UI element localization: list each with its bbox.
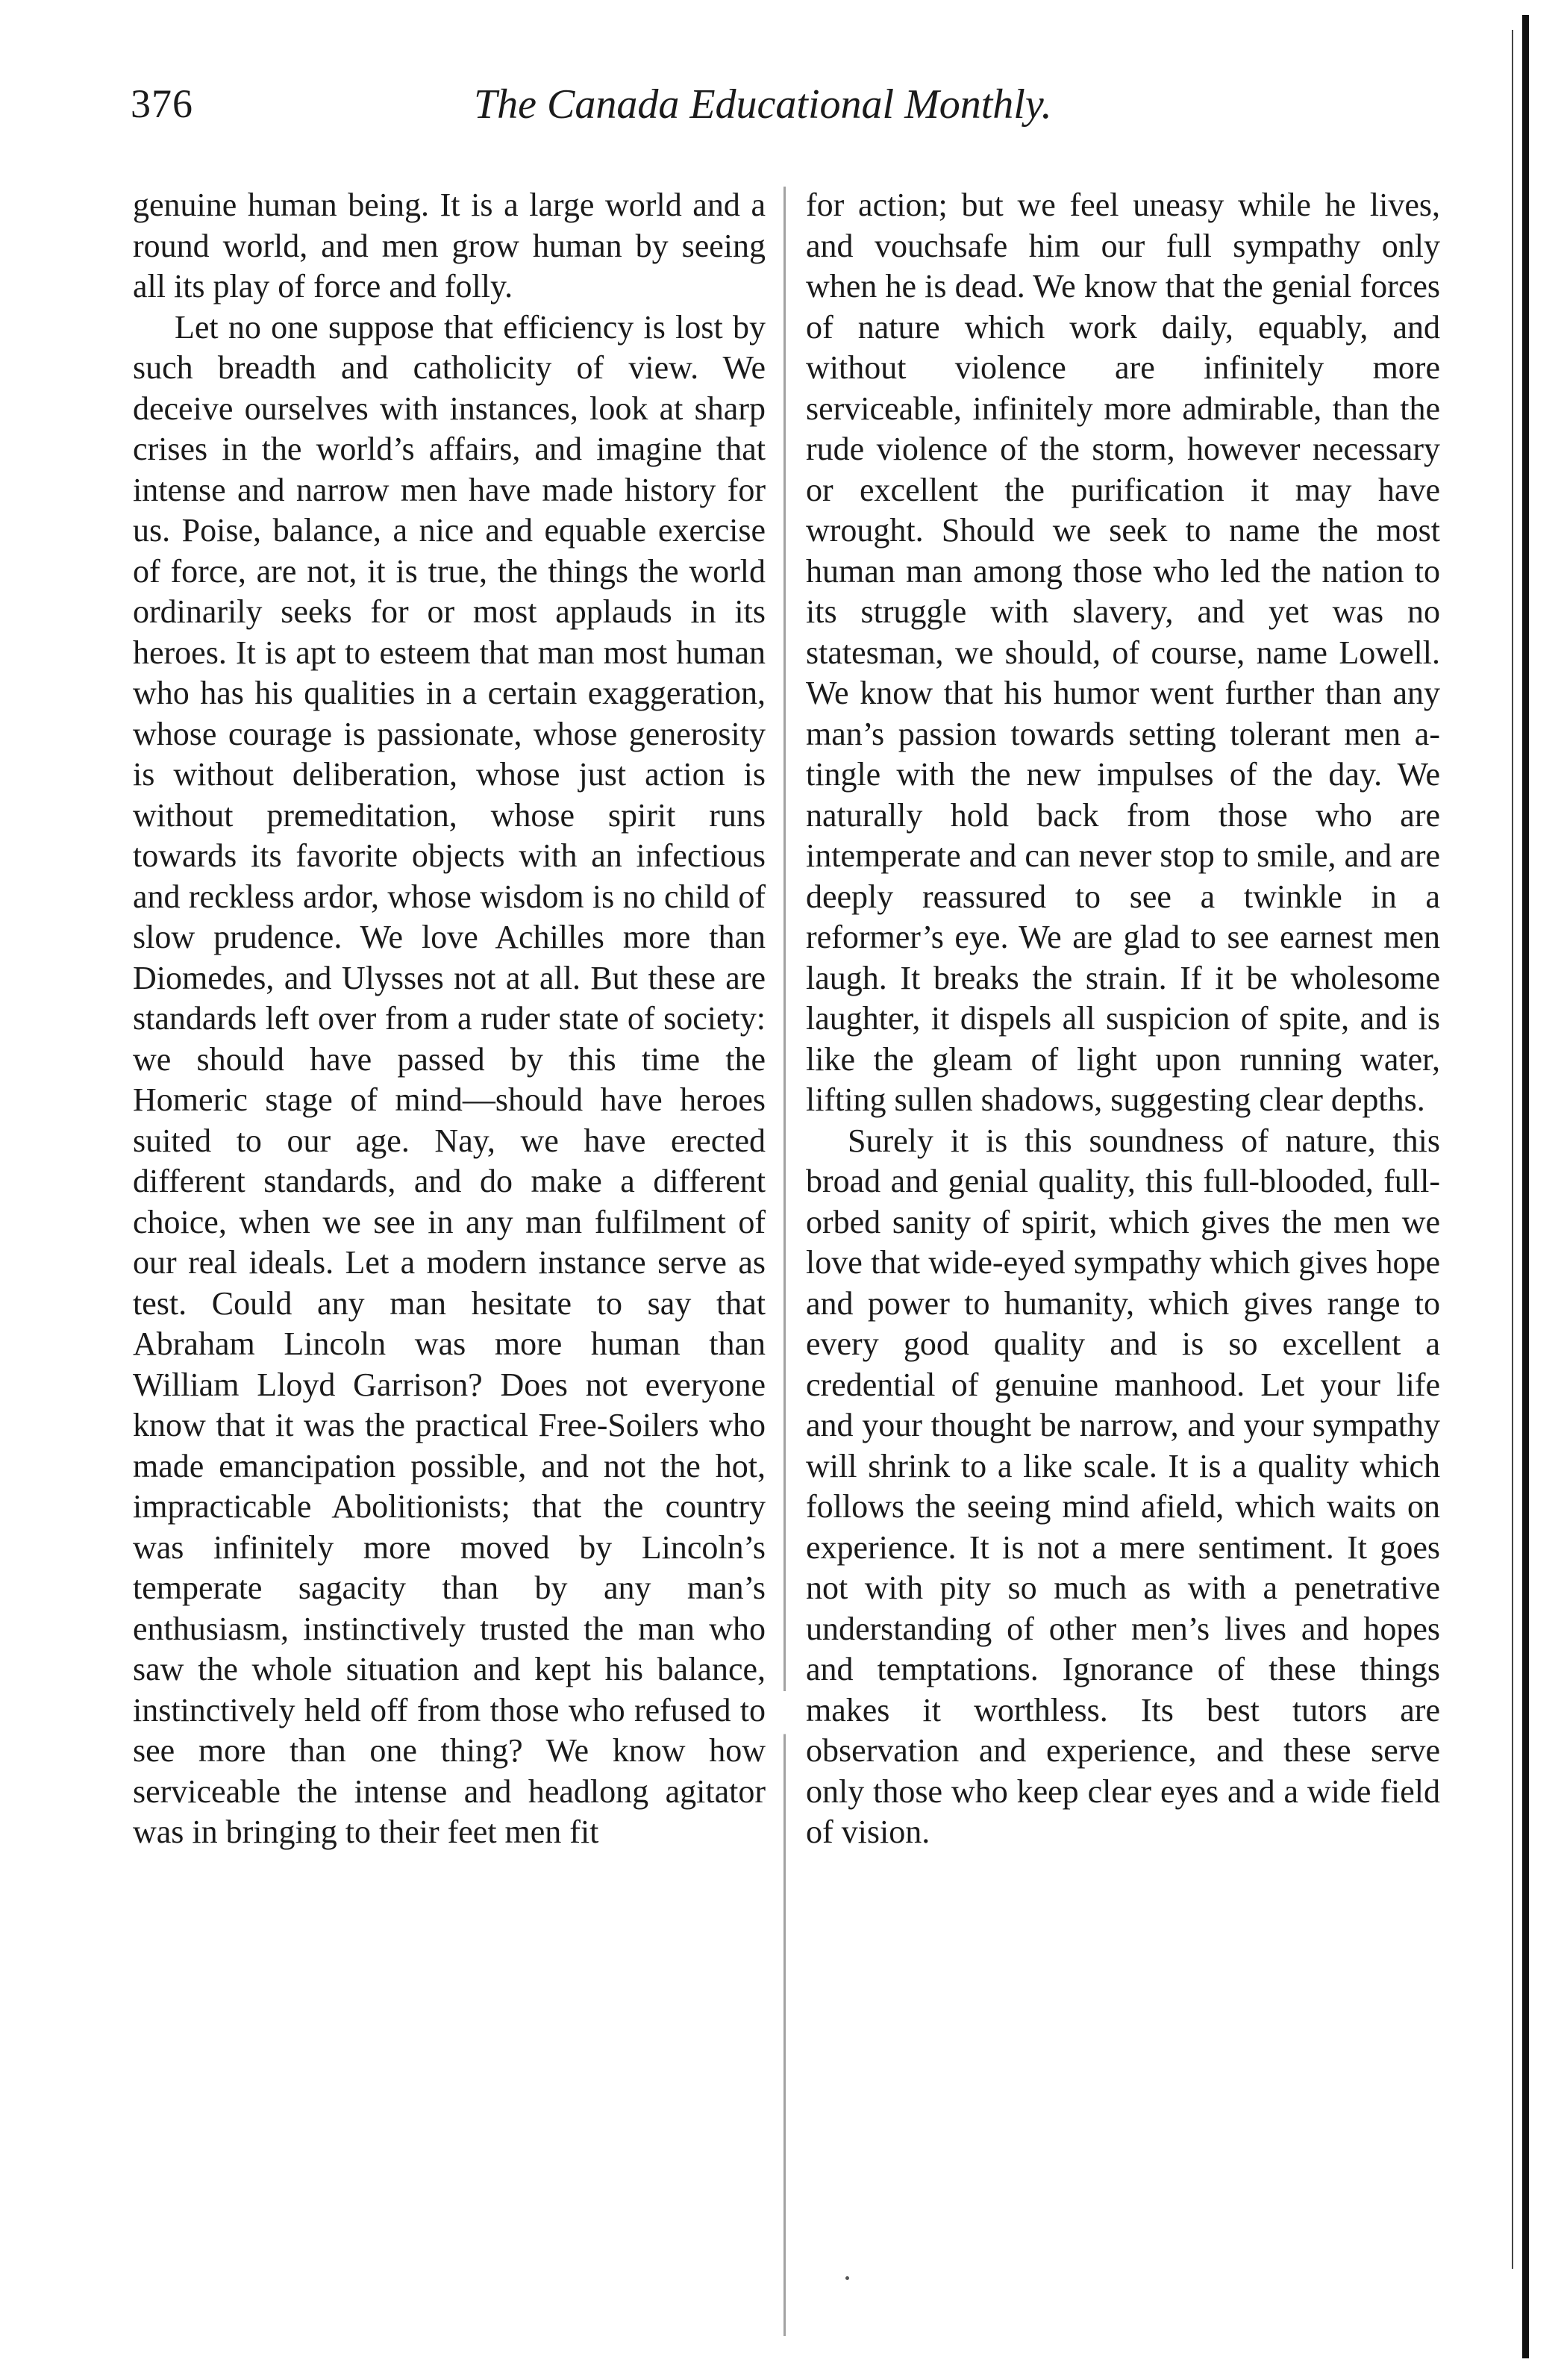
running-header [131, 81, 1175, 140]
ink-speck [845, 2276, 849, 2280]
running-title: The Canada Educational Monthly. [474, 81, 1052, 128]
right-column [806, 185, 1440, 1853]
paragraph: genuine human being. It is a large world and a round world, and men grow human by seeing all its play of force and folly. [133, 187, 766, 304]
paragraph: Let no one suppose that efficiency is lost by such breadth and catholicity of view. We deceive ourselves with instances, look at sharp crises in the world’s affairs, and imagine that intense and narrow men have made history for us. Poise, balance, a nice and equable exercise of force, are not, it is true, the things the world ordinarily seeks for or most applauds in its heroes. It is apt to esteem that man most human who has his qualities in a certain exaggeration, whose courage is passionate, whose generosity is without deliberation, whose just action is without premeditation, whose spirit runs towards its favorite objects with an infectious and reckless ardor, whose wisdom is no child of slow prudence. We love Achilles more than Diomedes, and Ulysses not at all. But these are standards left over from a ruder state of society: we should have passed by this time the Homeric stage of mind—should have heroes suited to our age. Nay, we have erected different standards, and do make a different choice, when we see in any man fulfilment of our real ideals. Let a modern instance serve as test. Could any man hesitate to say that Abraham Lincoln was more human than William Lloyd Garrison? Does not everyone know that it was the practical Free-Soilers who made emancipation possible, and not the hot, impracticable Abolitionists; that the country was infinitely more moved by Lincoln’s temperate sagacity than by any man’s enthusiasm, instinctively trusted the man who saw the whole situation and kept his balance, instinctively held off from those who refused to see more than one thing? We know how serviceable the intense and headlong agitator was in bringing to their feet men fit [133, 308, 766, 1850]
page-edge-line [1512, 30, 1513, 2269]
left-column [133, 185, 766, 1853]
page-edge-shadow [1522, 15, 1529, 2358]
paragraph: Surely it is this soundness of nature, this broad and genial quality, this full-blooded, full-orbed sanity of spirit, which gives the men we love that wide-eyed sympathy which gives hope and power to humanity, which gives range to every good quality and is so excellent a credential of genuine manhood. Let your life and your thought be narrow, and your sympathy will shrink to a like scale. It is a quality which follows the seeing mind afield, which waits on experience. It is not a mere sentiment. It goes not with pity so much as with a penetrative understanding of other men’s lives and hopes and temptations. Ignorance of these things makes it worthless. Its best tutors are observation and experience, and these serve only those who keep clear eyes and a wide field of vision. [806, 1122, 1440, 1850]
page-number: 376 [131, 81, 193, 126]
column-divider [783, 187, 786, 2336]
paragraph: for action; but we feel uneasy while he lives, and vouchsafe him our full sympathy only when he is dead. We know that the genial forces of nature which work daily, equably, and without violence are infinitely more serviceable, infinitely more admirable, than the rude violence of the storm, however necessary or excellent the purification it may have wrought. Should we seek to name the most human man among those who led the nation to its struggle with slavery, and yet was no statesman, we should, of course, name Lowell. We know that his humor went further than any man’s passion towards setting tolerant men a-tingle with the new impulses of the day. We naturally hold back from those who are intemperate and can never stop to smile, and are deeply reassured to see a twinkle in a reformer’s eye. We are glad to see earnest men laugh. It breaks the strain. If it be wholesome laughter, it dispels all suspicion of spite, and is like the gleam of light upon running water, lifting sullen shadows, suggesting clear depths. [806, 187, 1440, 1118]
